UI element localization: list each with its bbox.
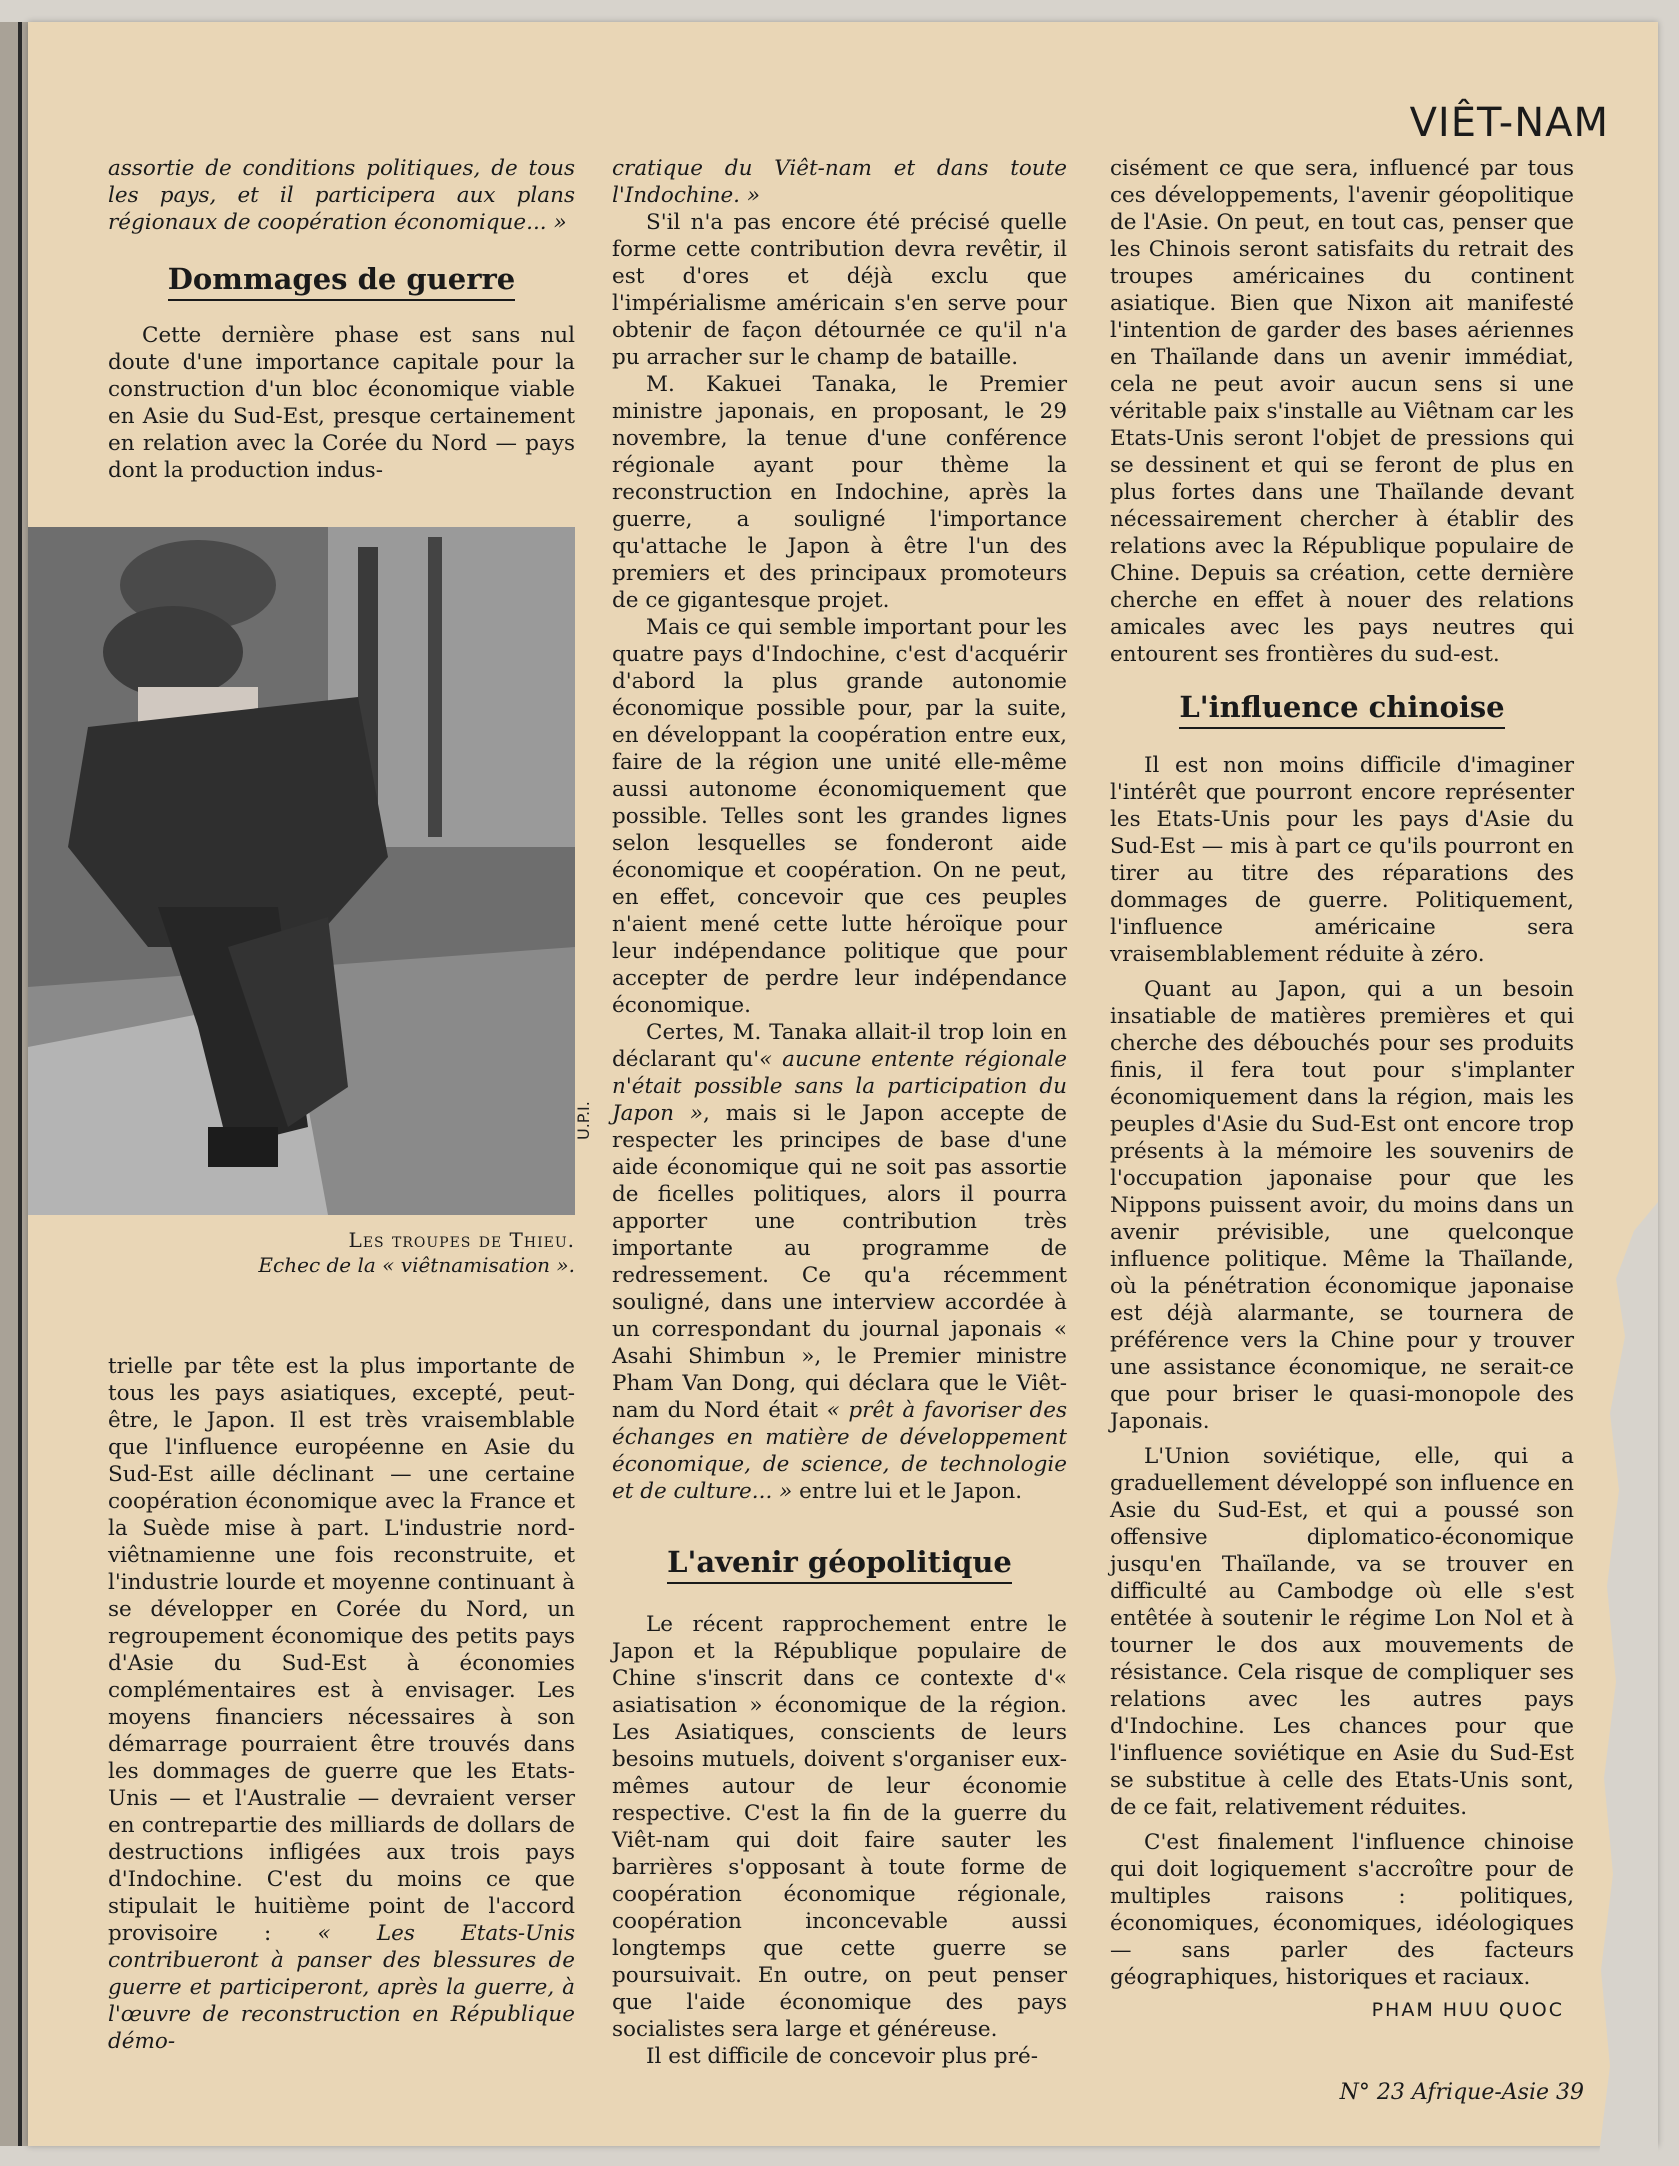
- section-header: VIÊT-NAM: [1409, 100, 1609, 146]
- paragraph: Il est non moins difficile d'imaginer l'intérêt que pourront encore représenter les Etats-Unis pour les pays d'Asie du Sud-Est — mis à part ce qu'ils pourront en tirer au titre des réparations des dommages de guerre. Politiquement, l'influence américaine sera vraisemblablement réduite à zéro.: [1110, 753, 1574, 967]
- paragraph: Cette dernière phase est sans nul doute d'une importance capitale pour la construction d'un bloc économique viable en Asie du Sud-Est, presque certainement en relation avec la Corée du Nord — pays dont la production indus-: [108, 323, 575, 483]
- heading-dommages: Dommages de guerre: [108, 262, 575, 300]
- column-1-bottom: [108, 1353, 575, 2055]
- author-signature: PHAM HUU QUOC: [1371, 1999, 1564, 2021]
- paragraph: M. Kakuei Tanaka, le Premier ministre japonais, en proposant, le 29 novembre, la tenue d'une conférence régionale ayant pour thème la reconstruction en Indochine, après la guerre, a souligné l'importance qu'attache le Japon à être l'un des premiers et des principaux promoteurs de ce gigantesque projet.: [612, 372, 1067, 613]
- column-2: [612, 155, 1067, 2070]
- war-photo: [28, 527, 575, 1215]
- paragraph: Le récent rapprochement entre le Japon et la République populaire de Chine s'inscrit dans ce contexte d'« asiatisation » économique de la région. Les Asiatiques, conscients de leurs besoins mutuels, doivent s'organiser eux-mêmes autour de leur économie respective. C'est la fin de la guerre du Viêt-nam qui doit faire sauter les barrières s'opposant à toute forme de coopération économique régionale, coopération inconcevable aussi longtemps que cette guerre se poursuivait. En outre, on peut penser que l'aide économique des pays socialistes sera large et généreuse.: [612, 1612, 1067, 2042]
- paragraph: L'Union soviétique, elle, qui a graduellement développé son influence en Asie du Sud-Est, et qui a poussé son offensive diplomatico-économique jusqu'en Thaïlande, va se trouver en difficulté au Cambodge où elle s'est entêtée à soutenir le régime Lon Nol et à tourner le dos aux mouvements de résistance. Cela risque de compliquer ses relations avec les autres pays d'Indochine. Les chances pour que l'influence soviétique en Asie du Sud-Est se substitue à celle des Etats-Unis sont, de ce fait, relativement réduites.: [1110, 1444, 1574, 1820]
- paragraph: C'est finalement l'influence chinoise qui doit logiquement s'accroître pour de multiples raisons : politiques, économiques, économiques, idéologiques — sans parler des facteurs géographiques, historiques et raciaux.: [1110, 1830, 1574, 1990]
- heading-avenir: L'avenir géopolitique: [612, 1545, 1067, 1583]
- caption-subtitle: Echec de la « viêtnamisation ».: [258, 1253, 575, 1277]
- paragraph: Certes, M. Tanaka allait-il trop loin en déclarant qu'« aucune entente régionale n'était possible sans la participation du Japon », mais si le Japon accepte de respecter les principes de base d'une aide économique qui ne soit pas assortie de ficelles politiques, alors il pourra apporter une contribution très importante au programme de redressement. Ce qu'a récemment souligné, dans une interview accordée à un correspondant du journal japonais « Asahi Shimbun », le Premier ministre Pham Van Dong, qui déclara que le Viêt-nam du Nord était « prêt à favoriser des échanges en matière de développement économique, de science, de technologie et de culture... » entre lui et le Japon.: [612, 1020, 1067, 1504]
- quote-continuation: assortie de conditions politiques, de tous les pays, et il participera aux plans régionaux de coopération économique... »: [108, 156, 575, 235]
- paragraph: Mais ce qui semble important pour les quatre pays d'Indochine, c'est d'acquérir d'abord la plus grande autonomie économique possible pour, par la suite, en développant la coopération entre eux, faire de la région une unité elle-même aussi autonome économiquement que possible. Telles sont les grandes lignes selon lesquelles se fonderont aide économique et coopération. On ne peut, en effet, concevoir que ces peuples n'aient mené cette lutte héroïque pour leur indépendance politique que pour accepter de perdre leur indépendance économique.: [612, 615, 1067, 1018]
- quote-end: cratique du Viêt-nam et dans toute l'Indochine. »: [612, 156, 1067, 208]
- caption-title: Les troupes de Thieu.: [348, 1228, 575, 1252]
- paragraph: Quant au Japon, qui a un besoin insatiable de matières premières et qui cherche des débouchés pour ses produits finis, il fera tout pour s'implanter économiquement dans la région, mais les peuples d'Asie du Sud-Est ont encore trop présents à la mémoire les souvenirs de l'occupation japonaise pour que les Nippons puissent avoir, du moins dans un avenir prévisible, une quelconque influence politique. Même la Thaïlande, où la pénétration économique japonaise est déjà alarmante, se tournera de préférence vers la Chine pour y trouver une assistance économique, ne serait-ce que pour briser le quasi-monopole des Japonais.: [1110, 977, 1574, 1434]
- paragraph: cisément ce que sera, influencé par tous ces développements, l'avenir géopolitique de l'Asie. On peut, en tout cas, penser que les Chinois seront satisfaits du retrait des troupes américaines du continent asiatique. Bien que Nixon ait manifesté l'intention de garder des bases aériennes en Thaïlande dans un avenir immédiat, cela ne peut avoir aucun sens si une véritable paix s'installe au Viêtnam car les Etats-Unis seront l'objet de pressions qui se dessinent et qui se feront de plus en plus fortes dans une Thaïlande devant nécessairement chercher à établir des relations avec la République populaire de Chine. Depuis sa création, cette dernière cherche en effet à nouer des relations amicales avec les pays neutres qui entourent ses frontières du sud-est.: [1110, 156, 1574, 667]
- soldiers-image: [28, 527, 575, 1215]
- photo-caption: [130, 1228, 575, 1278]
- paragraph: S'il n'a pas encore été précisé quelle forme cette contribution devra revêtir, il est d'ores et déjà exclu que l'impérialisme américain s'en serve pour obtenir de façon détournée ce qu'il n'a pu arracher sur le champ de bataille.: [612, 210, 1067, 370]
- paragraph: trielle par tête est la plus importante de tous les pays asiatiques, excepté, peut-être, le Japon. Il est très vraisemblable que l'influence européenne en Asie du Sud-Est aille déclinant — une certaine coopération économique avec la France et la Suède mise à part. L'industrie nord-viêtnamienne une fois reconstruite, et l'industrie lourde et moyenne continuant à se développer en Corée du Nord, un regroupement économique des petits pays d'Asie du Sud-Est à économies complémentaires est à envisager. Les moyens financiers nécessaires à son démarrage pourraient être trouvés dans les dommages de guerre que les Etats-Unis — et l'Australie — devraient verser en contrepartie des milliards de dollars de destructions infligées aux trois pays d'Indochine. C'est du moins ce que stipulait le huitième point de l'accord provisoire : « Les Etats-Unis contribueront à panser des blessures de guerre et participeront, après la guerre, à l'œuvre de reconstruction en République démo-: [108, 1354, 575, 2054]
- photo-credit: U.P.I.: [574, 1101, 593, 1140]
- torn-edge: [1598, 1202, 1658, 2162]
- paragraph: Il est difficile de concevoir plus pré-: [646, 2044, 1038, 2069]
- page-footer: N° 23 Afrique-Asie 39: [1339, 2080, 1584, 2105]
- column-1-top: [108, 155, 575, 484]
- page-fold: [0, 22, 28, 2146]
- heading-influence: L'influence chinoise: [1110, 690, 1574, 728]
- column-3: [1110, 155, 1574, 2024]
